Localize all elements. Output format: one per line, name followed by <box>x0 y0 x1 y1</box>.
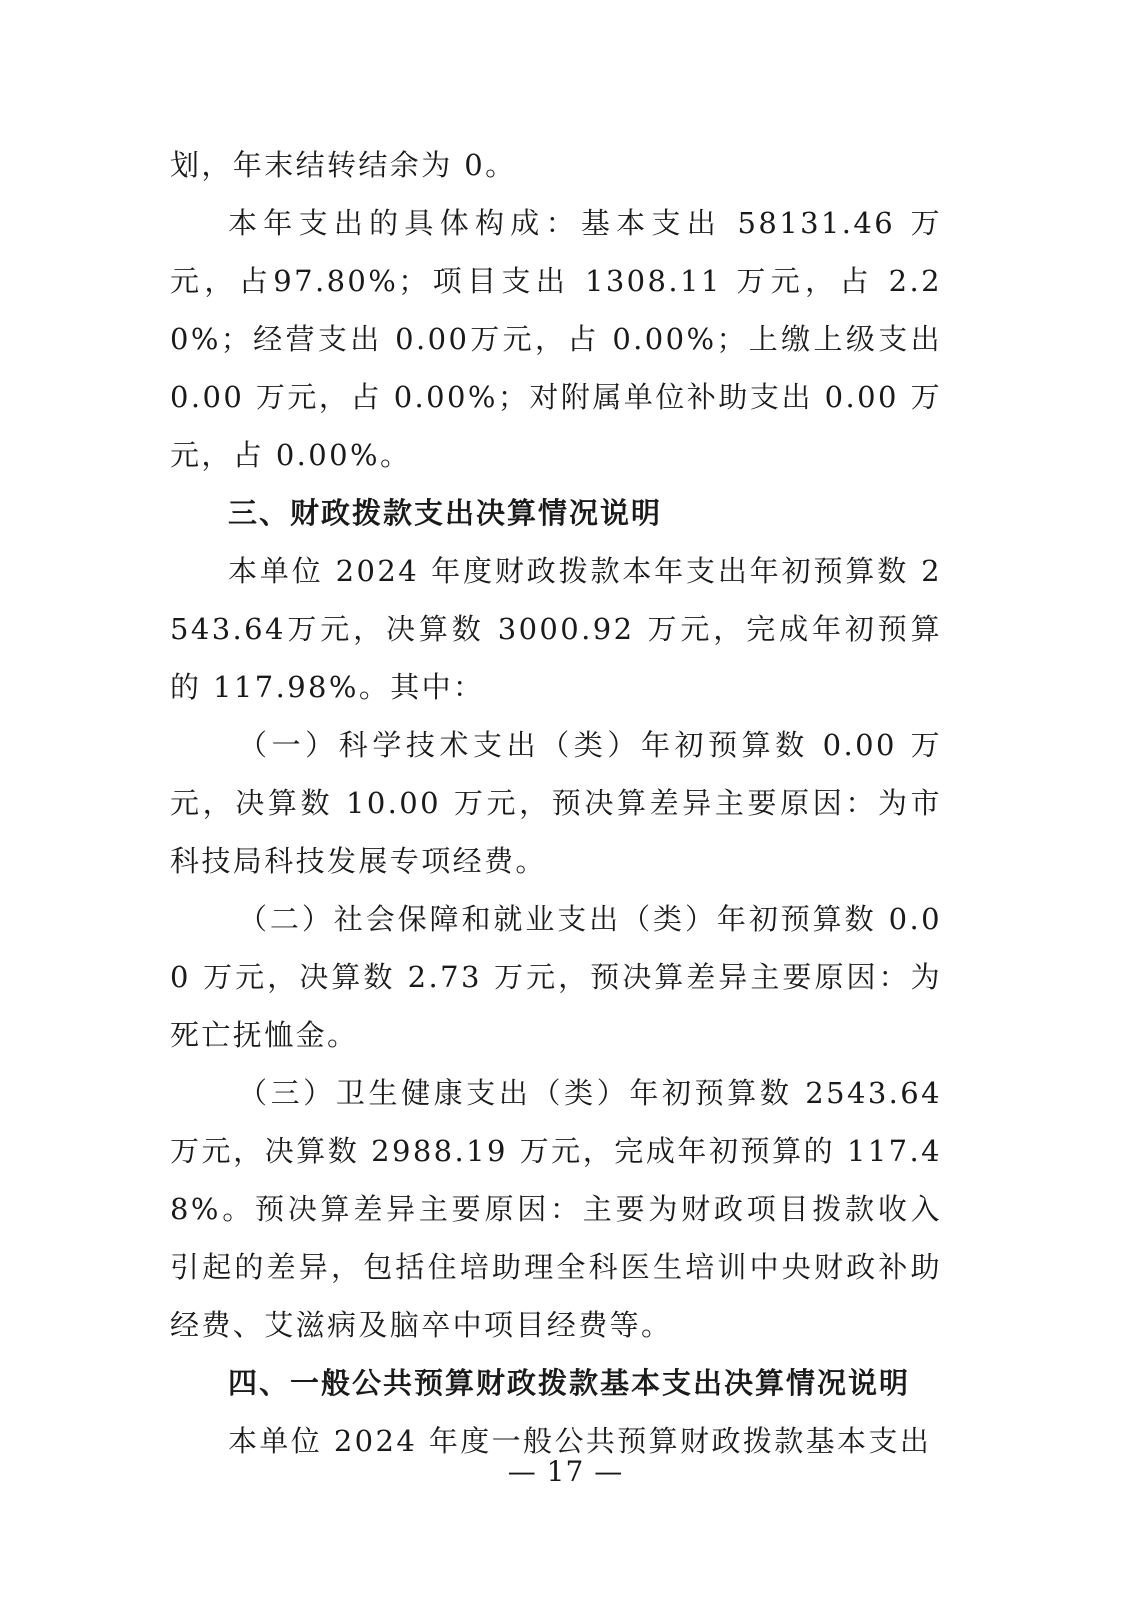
paragraph-fiscal-expenditure: 本单位 2024 年度财政拨款本年支出年初预算数 2543.64万元，决算数 3000.92 万元，完成年初预算的 117.98%。其中： <box>170 554 942 704</box>
paragraph-social-security: （二）社会保障和就业支出（类）年初预算数 0.00 万元，决算数 2.73 万元，预决算差异主要原因：为死亡抚恤金。 <box>170 902 942 1052</box>
paragraph-expenditure-composition: 本年支出的具体构成：基本支出 58131.46 万元，占97.80%；项目支出 1308.11 万元，占 2.20%；经营支出 0.00万元，占 0.00%；上缴上级支出 0.00 万元，占 0.00%；对附属单位补助支出 0.00 万元，占 0.00%。 <box>170 206 942 472</box>
document-body <box>170 136 942 1470</box>
paragraph-carryover: 划，年末结转结余为 0。 <box>170 148 517 182</box>
section-heading-4: 四、一般公共预算财政拨款基本支出决算情况说明 <box>228 1366 911 1400</box>
page-number: — 17 — <box>507 1455 624 1488</box>
paragraph-basic-expenditure: 本单位 2024 年度一般公共预算财政拨款基本支出 <box>228 1424 932 1458</box>
paragraph-health: （三）卫生健康支出（类）年初预算数 2543.64 万元，决算数 2988.19 万元，完成年初预算的 117.48%。预决算差异主要原因：主要为财政项目拨款收入引起的差异，包括住培助理全科医生培训中央财政补助经费、艾滋病及脑卒中项目经费等。 <box>170 1076 942 1342</box>
section-heading-3: 三、财政拨款支出决算情况说明 <box>228 496 663 530</box>
paragraph-science-tech: （一）科学技术支出（类）年初预算数 0.00 万元，决算数 10.00 万元，预决算差异主要原因：为市科技局科技发展专项经费。 <box>170 728 942 878</box>
